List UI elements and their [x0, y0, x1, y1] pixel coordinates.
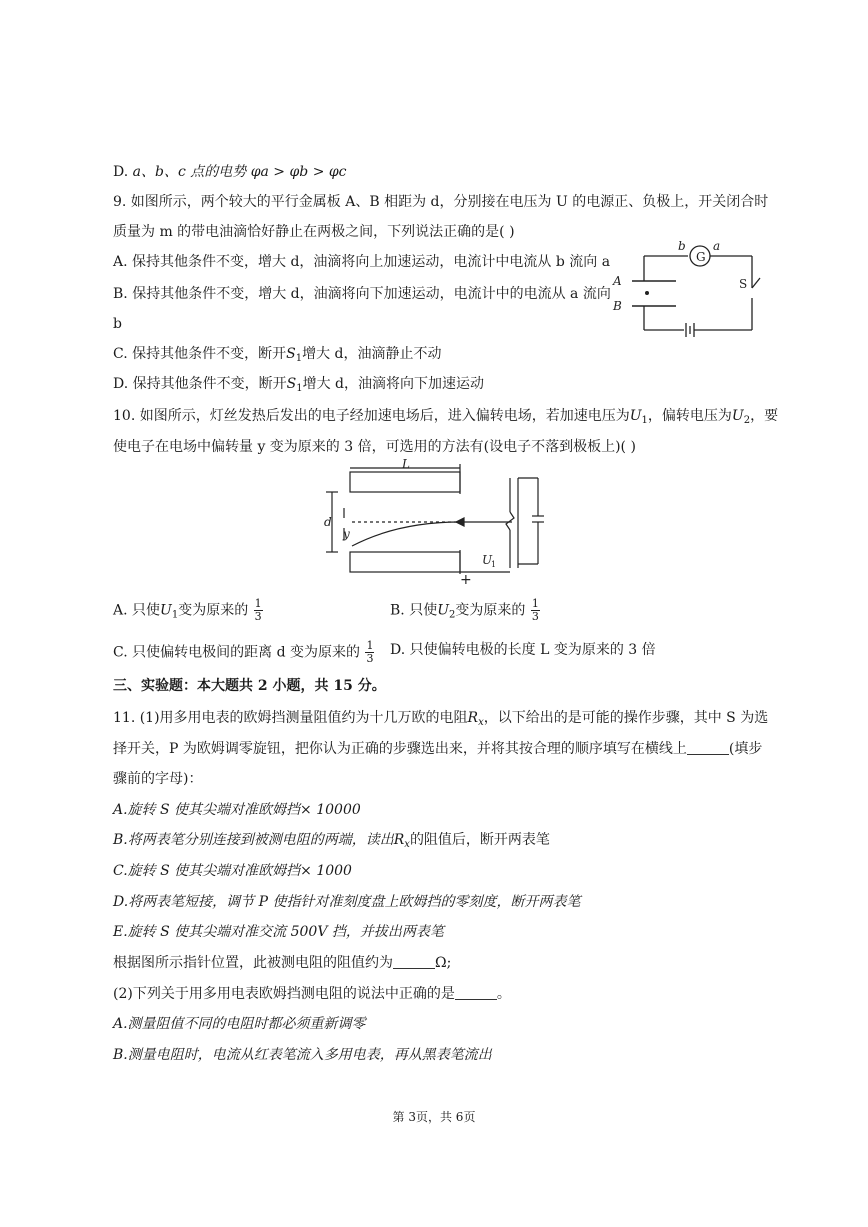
text: 10. 如图所示，灯丝发热后发出的电子经加速电场后，进入偏转电场，若加速电压为 — [113, 408, 630, 424]
frac-den: 3 — [254, 610, 262, 623]
fraction — [365, 640, 374, 665]
text: ，偏转电压为 — [647, 408, 732, 424]
q11-step-d: D.将两表笔短接，调节 P 使指针对准刻度盘上欧姆挡的零刻度，断开两表笔 — [113, 894, 581, 910]
text: B.将两表笔分别连接到被测电阻的两端，读出 — [113, 832, 394, 848]
text: 。 — [496, 986, 511, 1002]
q11-step-b — [113, 830, 550, 855]
q11-part2 — [113, 984, 511, 1004]
q8-option-d — [113, 162, 347, 182]
text: (2)下列关于用多用电表欧姆挡测电阻的说法中正确的是 — [113, 986, 455, 1002]
q9-option-a: A. 保持其他条件不变，增大 d，油滴将向上加速运动，电流计中电流从 b 流向 a — [113, 254, 611, 270]
text: C. 保持其他条件不变，断开 — [113, 346, 287, 362]
frac-num: 1 — [531, 597, 539, 610]
frac-num: 1 — [366, 639, 374, 652]
answer-blank[interactable] — [455, 985, 497, 1000]
label-plate-b: B — [613, 299, 622, 313]
q9-option-b: B. 保持其他条件不变，增大 d，油滴将向下加速运动，电流计中的电流从 a 流向 — [113, 286, 611, 302]
switch-icon — [752, 278, 760, 288]
frac-den: 3 — [366, 652, 374, 665]
switch-symbol: S — [286, 376, 297, 392]
text: Ω; — [435, 955, 452, 971]
switch-sub: 1 — [295, 353, 303, 364]
option-text: a、b、c 点的电势 — [132, 164, 247, 180]
u2-symbol: U — [437, 602, 450, 619]
switch-symbol: S — [286, 346, 296, 362]
potential-expression: φa > φb > φc — [250, 164, 347, 180]
q11-statement-b: B.测量电阻时，电流从红表笔流入多用电表，再从黑表笔流出 — [113, 1047, 492, 1063]
text: D. 保持其他条件不变，断开 — [113, 376, 287, 392]
q11-reading — [113, 953, 451, 973]
q10-stem-line2: 使电子在电场中偏转量 y 变为原来的 3 倍，可选用的方法有(设电子不落到极板上)( ) — [113, 439, 636, 455]
switch-sub: 1 — [296, 383, 303, 394]
rx-symbol: R — [393, 832, 405, 848]
label-u1-sub: 1 — [491, 560, 497, 569]
text: 增大 d，油滴静止不动 — [302, 346, 442, 362]
label-plus: + — [460, 572, 472, 588]
rx-symbol: R — [467, 710, 479, 726]
q11-para3: 骤前的字母)： — [113, 771, 203, 787]
u2-sub: 2 — [743, 415, 751, 426]
text: ，以下给出的是可能的操作步骤，其中 S 为选 — [483, 710, 769, 726]
text: 变为原来的 — [455, 602, 526, 619]
text: A. 只使 — [113, 602, 161, 619]
q10-option-a — [113, 598, 263, 626]
frac-num: 1 — [254, 597, 262, 610]
text: C. 只使偏转电极间的距离 d 变为原来的 — [113, 644, 360, 661]
label-d: d — [324, 515, 332, 529]
text: 择开关，P 为欧姆调零旋钮，把你认为正确的步骤选出来，并将其按合理的顺序填写在横线上 — [113, 741, 687, 757]
q11-statement-a: A.测量阻值不同的电阻时都必须重新调零 — [113, 1016, 366, 1032]
q11-step-a: A.旋转 S 使其尖端对准欧姆挡× 10000 — [113, 802, 361, 818]
text: B. 只使 — [390, 602, 438, 619]
q9-stem-line1: 9. 如图所示，两个较大的平行金属板 A、B 相距为 d，分别接在电压为 U 的电源正、负极上，开关闭合时 — [113, 194, 769, 210]
text: 根据图所示指针位置，此被测电阻的阻值约为 — [113, 955, 393, 971]
label-l: L — [402, 457, 410, 471]
q11-step-c: C.旋转 S 使其尖端对准欧姆挡× 1000 — [113, 863, 352, 879]
q10-option-b — [390, 598, 540, 626]
label-b: b — [678, 239, 686, 253]
q11-para2 — [113, 739, 762, 759]
u2-sub: 2 — [449, 609, 456, 621]
u1-symbol: U — [160, 602, 172, 619]
section-heading: 三、实验题：本大题共 2 小题，共 15 分。 — [113, 678, 386, 694]
q10-option-c — [113, 640, 374, 665]
q11-para1 — [113, 708, 768, 733]
u1-sub: 1 — [641, 415, 648, 426]
q9-option-b-cont: b — [113, 316, 122, 332]
q11-step-e: E.旋转 S 使其尖端对准交流 500V 挡，并拔出两表笔 — [113, 924, 444, 940]
label-u1: U — [482, 553, 493, 567]
q10-stem-line1 — [113, 406, 778, 431]
galvanometer-label: G — [696, 250, 706, 264]
q9-circuit-figure — [610, 236, 770, 340]
text: 的阻值后，断开两表笔 — [409, 832, 550, 848]
text: (填步 — [728, 741, 763, 757]
label-plate-a: A — [613, 274, 622, 288]
fraction — [254, 598, 263, 623]
text: ，要 — [750, 408, 779, 424]
q10-option-d: D. 只使偏转电极的长度 L 变为原来的 3 倍 — [390, 642, 656, 658]
frac-den: 3 — [531, 610, 539, 623]
u1-sub: 1 — [171, 609, 179, 621]
label-switch: S — [739, 277, 748, 291]
answer-blank[interactable] — [687, 740, 729, 755]
u2-symbol: U — [731, 408, 744, 424]
rx-sub: x — [404, 839, 410, 850]
q10-deflection-figure — [318, 456, 558, 586]
q9-option-d — [113, 374, 484, 399]
q9-stem-line2: 质量为 m 的带电油滴恰好静止在两极之间，下列说法正确的是( ) — [113, 224, 515, 240]
text: 变为原来的 — [178, 602, 249, 619]
fraction — [531, 598, 540, 623]
q9-option-c — [113, 344, 442, 369]
page-footer: 第 3页，共 6页 — [392, 1110, 476, 1124]
label-y: y — [343, 527, 350, 541]
rx-sub: x — [478, 717, 484, 728]
label-a: a — [713, 239, 721, 253]
text: 11. (1)用多用电表的欧姆挡测量阻值约为十几万欧的电阻 — [113, 710, 468, 726]
u1-symbol: U — [629, 408, 642, 424]
answer-blank[interactable] — [393, 954, 435, 969]
option-label: D. — [113, 164, 129, 180]
text: 增大 d，油滴将向下加速运动 — [302, 376, 485, 392]
